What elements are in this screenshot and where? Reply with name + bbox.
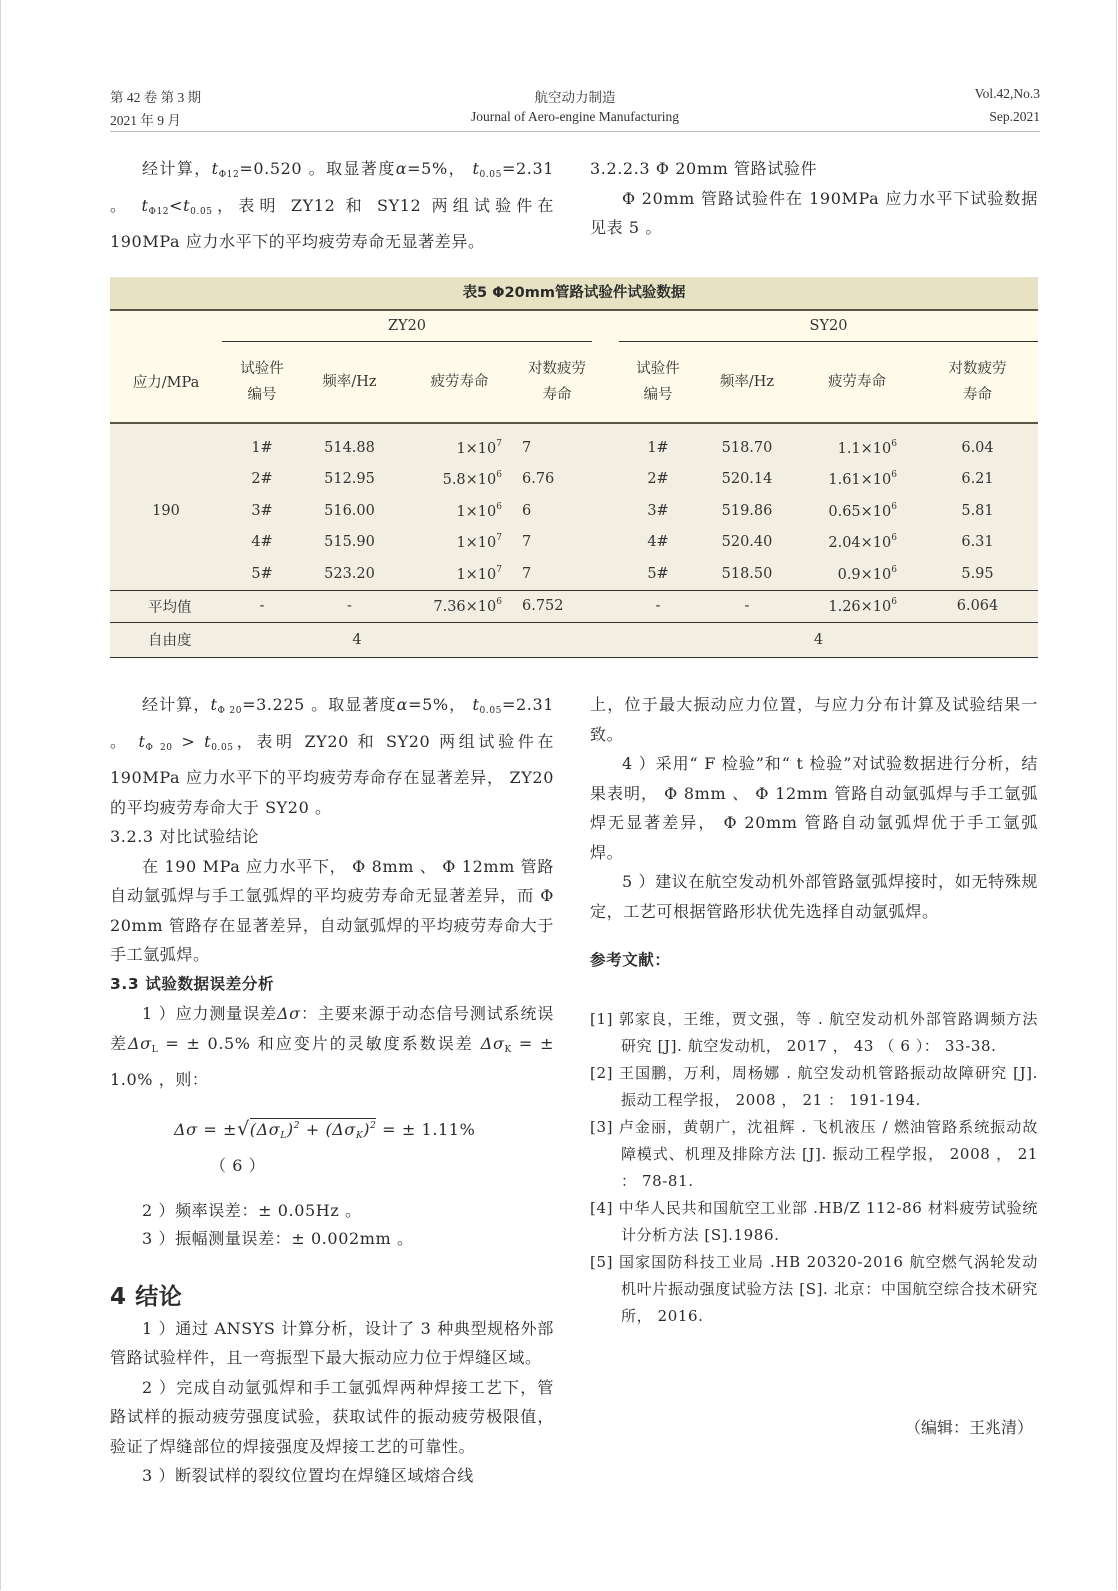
left-top-text <box>110 154 554 257</box>
zy-frequency: 512.95 <box>302 464 397 496</box>
col-header-id: 试验件 编号 <box>222 342 302 423</box>
sy-dof: 4 <box>619 622 1038 657</box>
right-body-text <box>590 690 1038 1330</box>
table-5-grid <box>110 311 1038 658</box>
conclusion-3-cont: 上，位于最大振动应力位置，与应力分布计算及试验结果一致。 <box>590 695 1038 744</box>
sy-frequency: 518.70 <box>697 432 797 464</box>
table-row <box>110 558 1038 590</box>
comparison-conclusion: 在 190 MPa 应力水平下， Φ 8mm 、 Φ 12mm 管路自动氩弧焊与手工氩弧焊的平均疲劳寿命无显著差异，而 Φ 20mm 管路存在显著差异，自动氩弧焊的平均疲劳寿命大于手工氩弧焊。 <box>110 856 554 964</box>
header-rule <box>110 131 1040 132</box>
zy-frequency: 516.00 <box>302 495 397 527</box>
sy-specimen-id: 5# <box>619 558 697 590</box>
header-journal-cn: 航空动力制造 <box>534 90 616 105</box>
dof-label: 自由度 <box>110 622 222 657</box>
t-test-result-12: 经计算，$t_{\Phi 12}=0.520$ 。取显著度α=5%， $t_{0.05}=2.31$ 。 $t_{\Phi 12}<t_{0.05}$，表明 ZY12 和 SY12 两组试验件在 190MPa 应力水平下的平均疲劳寿命无显著差异。 <box>110 159 555 251</box>
error-stress: 1 ）应力测量误差Δσ：主要来源于动态信号测试系统误差$\Delta\sigma_L$ = ± 0.5% 和应变片的灵敏度系数误差 $\Delta\sigma_K$ = ± 1.0% ，则： <box>110 1004 554 1089</box>
sy-avg-log: 6.064 <box>917 590 1038 622</box>
conclusion-3-start: 3 ）断裂试样的裂纹位置均在焊缝区域熔合线 <box>142 1466 474 1485</box>
spacer <box>592 527 619 559</box>
col-header-freq: 频率/Hz <box>302 342 397 423</box>
section-heading-33: 3.3 试验数据误差分析 <box>110 974 275 993</box>
table-row <box>110 527 1038 559</box>
sy-fatigue-life: $1.1\times 10^6$ <box>797 432 917 464</box>
sy-fatigue-life: $0.9\times 10^6$ <box>797 558 917 590</box>
zy-avg-life: $7.36\times 10^6$ <box>397 590 522 622</box>
sy-fatigue-life: $1.61\times 10^6$ <box>797 464 917 496</box>
zy-specimen-id: 5# <box>222 558 302 590</box>
reference-item: [3] 卢金丽，黄朝广，沈祖辉 . 飞机液压 / 燃油管路系统振动故障模式、机理及排除方法 [J]. 振动工程学报， 2008 ， 21 ： 78-81. <box>590 1117 1038 1190</box>
equation-number: （ 6 ） <box>210 1155 266 1175</box>
zy-log-life: 7 <box>522 558 592 590</box>
spacer <box>592 432 619 464</box>
section-heading-4: 4 结论 <box>110 1283 183 1310</box>
reference-item: [2] 王国鹏，万利，周杨娜 . 航空发动机管路振动故障研究 [J]. 振动工程学报， 2008 ， 21 ： 191-194. <box>590 1063 1038 1109</box>
sy-fatigue-life: $2.04\times 10^6$ <box>797 527 917 559</box>
header-date: 2021 年 9 月 <box>110 113 181 128</box>
table-title: 表5 Φ20mm管路试验件试验数据 <box>110 277 1038 311</box>
left-body-text <box>110 690 554 1491</box>
table-row-dof <box>110 622 1038 657</box>
table5-intro: Φ 20mm 管路试验件在 190MPa 应力水平下试验数据见表 5 。 <box>590 188 1038 237</box>
group-header-zy20: ZY20 <box>222 311 592 342</box>
t-test-result-20: 经计算，$t_{\Phi 20}=3.225$ 。取显著度α=5%， $t_{0.05}=2.31$ 。 $t_{\Phi 20} > t_{0.05}$，表明 ZY20 和 SY20 两组试验件在 190MPa 应力水平下的平均疲劳寿命存在显著差异， ZY20 的平均疲劳寿命大于 SY20 。 <box>110 695 555 817</box>
col-header-log: 对数疲劳 寿命 <box>917 342 1038 423</box>
zy-specimen-id: 2# <box>222 464 302 496</box>
sy-log-life: 5.81 <box>917 495 1038 527</box>
sy-log-life: 5.95 <box>917 558 1038 590</box>
reference-item: [5] 国家国防科技工业局 .HB 20320-2016 航空燃气涡轮发动机叶片振动强度试验方法 [S]. 北京：中国航空综合技术研究所， 2016. <box>590 1252 1038 1325</box>
reference-item: [1] 郭家良，王维，贾文强，等 . 航空发动机外部管路调频方法研究 [J]. 航空发动机， 2017 ， 43 （ 6 ）： 33-38. <box>590 1009 1038 1055</box>
sy-log-life: 6.21 <box>917 464 1038 496</box>
error-amplitude: 3 ）振幅测量误差：± 0.002mm 。 <box>142 1228 414 1248</box>
sy-fatigue-life: $0.65\times 10^6$ <box>797 495 917 527</box>
zy-fatigue-life: $1\times 10^7$ <box>397 432 522 464</box>
right-top-text <box>590 154 1038 243</box>
col-header-stress: 应力/MPa <box>110 311 222 422</box>
zy-specimen-id: 1# <box>222 432 302 464</box>
zy-specimen-id: 4# <box>222 527 302 559</box>
sy-log-life: 6.04 <box>917 432 1038 464</box>
spacer <box>592 495 619 527</box>
zy-log-life: 7 <box>522 432 592 464</box>
zy-frequency: 515.90 <box>302 527 397 559</box>
reference-item: [4] 中华人民共和国航空工业部 .HB/Z 112-86 材料疲劳试验统计分析方法 [S].1986. <box>590 1198 1038 1244</box>
col-header-log: 对数疲劳 寿命 <box>522 342 592 423</box>
sy-frequency: 520.14 <box>697 464 797 496</box>
table-5 <box>110 277 1038 658</box>
header-date-en: Sep.2021 <box>989 109 1040 124</box>
zy-frequency: 523.20 <box>302 558 397 590</box>
group-header-sy20: SY20 <box>619 311 1038 342</box>
header-volume-en: Vol.42,No.3 <box>974 86 1040 101</box>
running-header <box>110 86 1040 130</box>
section-heading-323: 3.2.3 对比试验结论 <box>110 827 259 846</box>
sy-specimen-id: 1# <box>619 432 697 464</box>
header-journal-en: Journal of Aero-engine Manufacturing <box>470 109 680 124</box>
zy-dof: 4 <box>222 622 522 657</box>
zy-frequency: 514.88 <box>302 432 397 464</box>
zy-log-life: 6.76 <box>522 464 592 496</box>
zy-log-life: 6 <box>522 495 592 527</box>
col-header-life: 疲劳寿命 <box>397 342 522 423</box>
error-frequency: 2 ）频率误差：± 0.05Hz 。 <box>142 1200 362 1220</box>
sy-frequency: 520.40 <box>697 527 797 559</box>
zy-specimen-id: 3# <box>222 495 302 527</box>
table-row <box>110 464 1038 496</box>
sy-specimen-id: 4# <box>619 527 697 559</box>
header-volume-issue: 第 42 卷 第 3 期 <box>110 90 202 105</box>
stress-value: 190 <box>110 432 222 590</box>
conclusion-2: 2 ）完成自动氩弧焊和手工氩弧焊两种焊接工艺下，管路试样的振动疲劳强度试验，获取试件的振动疲劳极限值，验证了焊缝部位的焊接强度及焊接工艺的可靠性。 <box>110 1377 554 1456</box>
table-row <box>110 495 1038 527</box>
conclusion-5: 5 ）建议在航空发动机外部管路氩弧焊接时，如无特殊规定，工艺可根据管路形状优先选择自动氩弧焊。 <box>590 872 1038 921</box>
zy-fatigue-life: $1\times 10^7$ <box>397 558 522 590</box>
col-header-id: 试验件 编号 <box>619 342 697 423</box>
zy-fatigue-life: $5.8\times 10^6$ <box>397 464 522 496</box>
sy-frequency: 519.86 <box>697 495 797 527</box>
zy-avg-log: 6.752 <box>522 590 592 622</box>
sy-specimen-id: 2# <box>619 464 697 496</box>
zy-log-life: 7 <box>522 527 592 559</box>
editor-credit: （编辑：王兆清） <box>904 1418 1033 1437</box>
zy-fatigue-life: $1\times 10^6$ <box>397 495 522 527</box>
zy-fatigue-life: $1\times 10^7$ <box>397 527 522 559</box>
sy-avg-life: $1.26\times 10^6$ <box>797 590 917 622</box>
table-row-average: 平均值 - - $7.36\times 10^6$ 6.752 - - $1.26\times 10^6$ 6.064 <box>110 590 1038 622</box>
table-row <box>110 432 1038 464</box>
sy-log-life: 6.31 <box>917 527 1038 559</box>
col-header-life: 疲劳寿命 <box>797 342 917 423</box>
sy-frequency: 518.50 <box>697 558 797 590</box>
equation-6: $\Delta\sigma = \pm√(\Delta\sigma_L)^2 + (\Delta\sigma_K)^2$ = ± 1.11%（ 6 ） <box>110 1111 554 1181</box>
spacer <box>592 464 619 496</box>
section-heading-3223: 3.2.2.3 Φ 20mm 管路试验件 <box>590 159 818 178</box>
references-list <box>590 1006 1038 1330</box>
col-header-freq: 频率/Hz <box>697 342 797 423</box>
avg-label: 平均值 <box>110 590 222 622</box>
references-heading: 参考文献： <box>590 951 671 969</box>
sy-specimen-id: 3# <box>619 495 697 527</box>
conclusion-1: 1 ）通过 ANSYS 计算分析，设计了 3 种典型规格外部管路试验样件，且一弯振型下最大振动应力位于焊缝区域。 <box>110 1318 554 1367</box>
spacer <box>592 558 619 590</box>
conclusion-4: 4 ）采用“ F 检验”和“ t 检验”对试验数据进行分析，结果表明， Φ 8mm 、 Φ 12mm 管路自动氩弧焊与手工氩弧焊无显著差异， Φ 20mm 管路自动氩弧焊优于手工氩弧焊。 <box>590 754 1038 862</box>
